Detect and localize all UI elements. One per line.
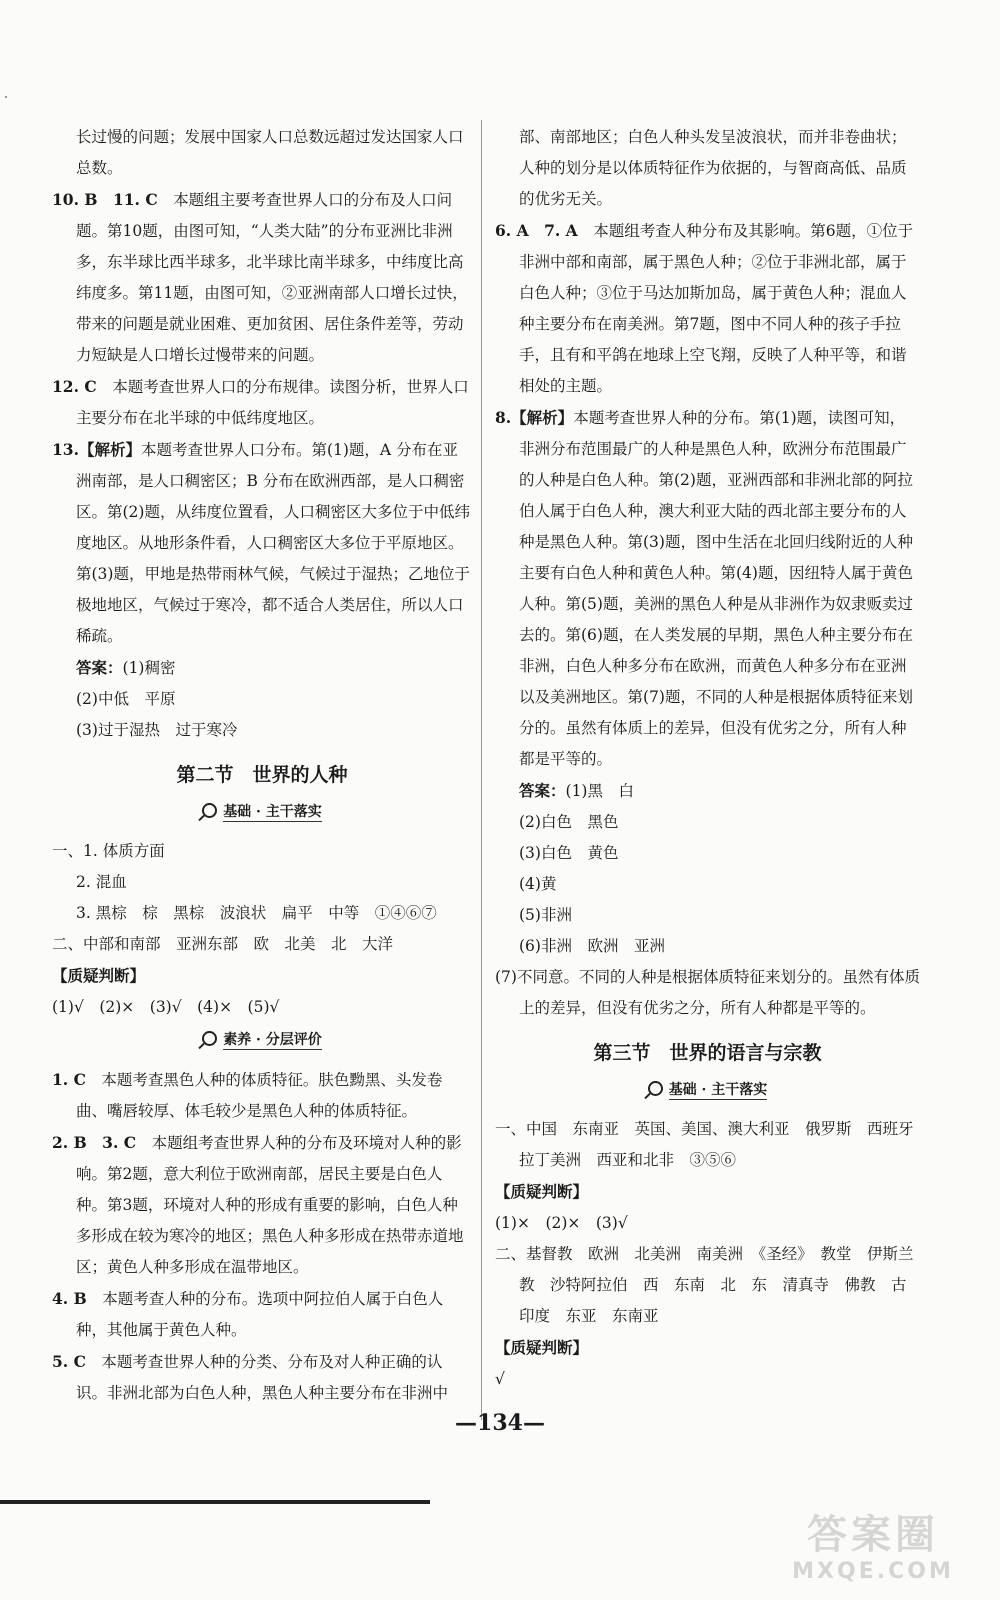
footer-rule [0,1500,430,1504]
text-paragraph [52,684,472,715]
text-paragraph [495,838,920,869]
text-paragraph [495,807,920,838]
text-paragraph [495,931,920,962]
bold-label: 6. A 7. A [495,221,578,240]
bold-label: 答案： [519,781,566,800]
text-paragraph [52,960,472,992]
column-divider [481,120,482,1420]
text-paragraph [52,1346,472,1409]
text-paragraph [52,992,472,1023]
watermark-text: 答案圈 [807,1512,939,1558]
text-run: (7)不同意。不同的人种是根据体质特征来划分的。虽然有体质上的差异，但没有优劣之分，所有人种都是平等的。 [495,968,920,1017]
text-paragraph [52,836,472,867]
text-run: 本题组考查世界人种的分布及环境对人种的影响。第2题，意大利位于欧洲南部，居民主要是白色人种。第3题，环境对人种的形成有重要的影响，白色人种多形成在较为寒冷的地区；黑色人种多形成在热带赤道地区；黄色人种多形成在温带地区。 [76,1134,464,1276]
text-run: 素养 · 分层评价 [223,1032,322,1048]
bold-label: 12. C [52,377,97,396]
text-paragraph [52,867,472,898]
subsection-title [495,1075,920,1106]
text-paragraph [52,184,472,371]
bold-label: 10. B 11. C [52,190,158,209]
bold-label: 8.【解析】 [495,408,574,427]
text-run: (2)白色 黑色 [519,813,619,831]
text-run: 本题考查世界人种的分类、分布及对人种正确的认识。非洲北部为白色人种，黑色人种主要分布在非洲中 [76,1353,449,1402]
text-run: (3)白色 黄色 [519,844,619,862]
text-paragraph [495,1364,920,1395]
text-run: 本题组考查人种分布及其影响。第6题，①位于非洲中部和南部，属于黑色人种；②位于非洲北部，属于白色人种；③位于马达加斯加岛，属于黄色人种；混血人种主要分布在南美洲。第7题，图中不同人种的孩子手拉手，且有和平鸽在地球上空飞翔，反映了人种平等，和谐相处的主题。 [519,222,914,395]
text-paragraph [495,775,920,807]
text-run: 第三节 世界的语言与宗教 [593,1042,822,1064]
text-paragraph [52,898,472,929]
text-paragraph [52,434,472,652]
bold-label: 【质疑判断】 [495,1182,589,1201]
text-run: 本题考查世界人口分布。第(1)题，A 分布在亚洲南部，是人口稠密区；B 分布在欧洲西部，是人口稠密区。第(2)题，从纬度位置看，人口稠密区大多位于中低纬度地区。从地形条件看，人口稠密区大多位于平原地区。第(3)题，甲地是热带雨林气候，气候过于湿热；乙地位于极地地区，气候过于寒冷，都不适合人类居住，所以人口稀疏。 [76,441,470,645]
watermark-site: MXQE.COM [792,1559,954,1584]
text-run: (1)√ (2)× (3)√ (4)× (5)√ [52,998,280,1016]
text-paragraph [495,900,920,931]
text-run: 本题组主要考查世界人口的分布及人口问题。第10题，由图可知，“人类大陆”的分布亚洲比非洲多，东半球比西半球多，北半球比南半球多，中纬度比高纬度多。第11题，由图可知，②亚洲南部人口增长过快，带来的问题是就业困难、更加贫困、居住条件差等，劳动力短缺是人口增长过慢带来的问题。 [76,191,468,364]
text-run: 本题考查黑色人种的体质特征。肤色黝黑、头发卷曲、嘴唇较厚、体毛较少是黑色人种的体质特征。 [76,1071,443,1120]
bold-label: 【质疑判断】 [495,1338,589,1357]
text-paragraph [52,1064,472,1127]
subsection-title [52,1025,472,1056]
text-run: 基础 · 主干落实 [668,1082,768,1098]
text-paragraph [495,122,920,215]
text-paragraph [495,1239,920,1332]
text-run: (2)中低 平原 [76,690,176,708]
magnifier-icon [648,1081,663,1096]
text-run: 本题考查世界人种的分布。第(1)题，读图可知，非洲分布范围最广的人种是黑色人种，欧洲分布范围最广的人种是白色人种。第(2)题，亚洲西部和非洲北部的阿拉伯人属于白色人种，澳大利亚大陆的西北部主要分布的人种是黑色人种。第(3)题，图中生活在北回归线附近的人种主要有白色人种和黄色人种。第(4)题，因纽特人属于黄色人种。第(5)题，美洲的黑色人种是从非洲作为奴隶贩卖过去的。第(6)题，在人类发展的早期，黑色人种主要分布在非洲，白色人种多分布在欧洲，而黄色人种多分布在亚洲以及美洲地区。第(7)题，不同的人种是根据体质特征来划分的。虽然有体质上的差异，但没有优劣之分，所有人种都是平等的。 [519,409,913,768]
text-run: 长过慢的问题；发展中国家人口总数远超过发达国家人口 [76,128,464,146]
magnifier-icon [202,803,217,818]
left-column [52,122,472,1409]
text-paragraph [52,929,472,960]
text-run: 二、基督教 欧洲 北美洲 南美洲 《圣经》 教堂 伊斯兰教 沙特阿拉伯 西 东南 北 东 清真寺 佛教 古印度 东亚 东南亚 [495,1245,914,1325]
text-paragraph [52,652,472,684]
text-run: 本题考查世界人口的分布规律。读图分析，世界人口主要分布在北半球的中低纬度地区。 [76,378,469,427]
text-run: 二、中部和南部 亚洲东部 欧 北美 北 大洋 [52,935,394,953]
subsection-title [52,797,472,828]
text-run: (5)非洲 [519,906,572,924]
text-run: (1)黑 白 [565,782,634,800]
watermark-logo [768,1512,978,1594]
text-run: 2. 混血 [76,873,127,891]
right-column [495,122,930,1395]
text-paragraph [495,962,920,1024]
text-paragraph [495,1114,930,1176]
bold-label: 1. C [52,1070,86,1089]
text-run: 一、中国 东南亚 英国、美国、澳大利亚 俄罗斯 西班牙 拉丁美洲 西亚和北非 ③⑤⑥ [495,1120,930,1169]
text-paragraph [52,1127,472,1283]
bold-label: 【质疑判断】 [52,966,146,985]
bold-label: 13.【解析】 [52,440,141,459]
text-run: (1)稠密 [122,659,176,677]
section-title [495,1038,920,1069]
text-paragraph [495,1332,920,1364]
text-paragraph [52,715,472,746]
text-paragraph [495,1176,920,1208]
page-number: —134— [455,1410,545,1436]
text-run: (1)× (2)× (3)√ [495,1214,628,1232]
text-paragraph [52,122,472,153]
text-paragraph [495,215,920,402]
bold-label: 答案： [76,658,123,677]
scan-speck [5,96,7,98]
text-run: 部、南部地区；白色人种头发呈波浪状，而并非卷曲状；人种的划分是以体质特征作为依据的，与智商高低、品质的优劣无关。 [519,128,907,208]
bold-label: 2. B 3. C [52,1133,137,1152]
text-paragraph [495,402,920,775]
text-paragraph [52,153,472,184]
bold-label: 5. C [52,1352,86,1371]
text-run: (6)非洲 欧洲 亚洲 [519,937,665,955]
section-title [52,760,472,791]
text-run: 总数。 [76,159,123,177]
text-run: √ [495,1370,505,1388]
text-run: 基础 · 主干落实 [223,804,322,820]
text-paragraph [495,869,920,900]
text-run: 本题考查人种的分布。选项中阿拉伯人属于白色人种，其他属于黄色人种。 [76,1290,444,1339]
text-run: 一、1. 体质方面 [52,842,165,860]
text-run: 3. 黑棕 棕 黑棕 波浪状 扁平 中等 ①④⑥⑦ [76,904,437,922]
magnifier-icon [202,1031,217,1046]
bold-label: 4. B [52,1289,87,1308]
text-run: 第二节 世界的人种 [176,764,348,786]
text-paragraph [52,1283,472,1346]
text-paragraph [52,371,472,434]
text-paragraph [495,1208,920,1239]
text-run: (3)过于湿热 过于寒冷 [76,721,238,739]
text-run: (4)黄 [519,875,557,893]
